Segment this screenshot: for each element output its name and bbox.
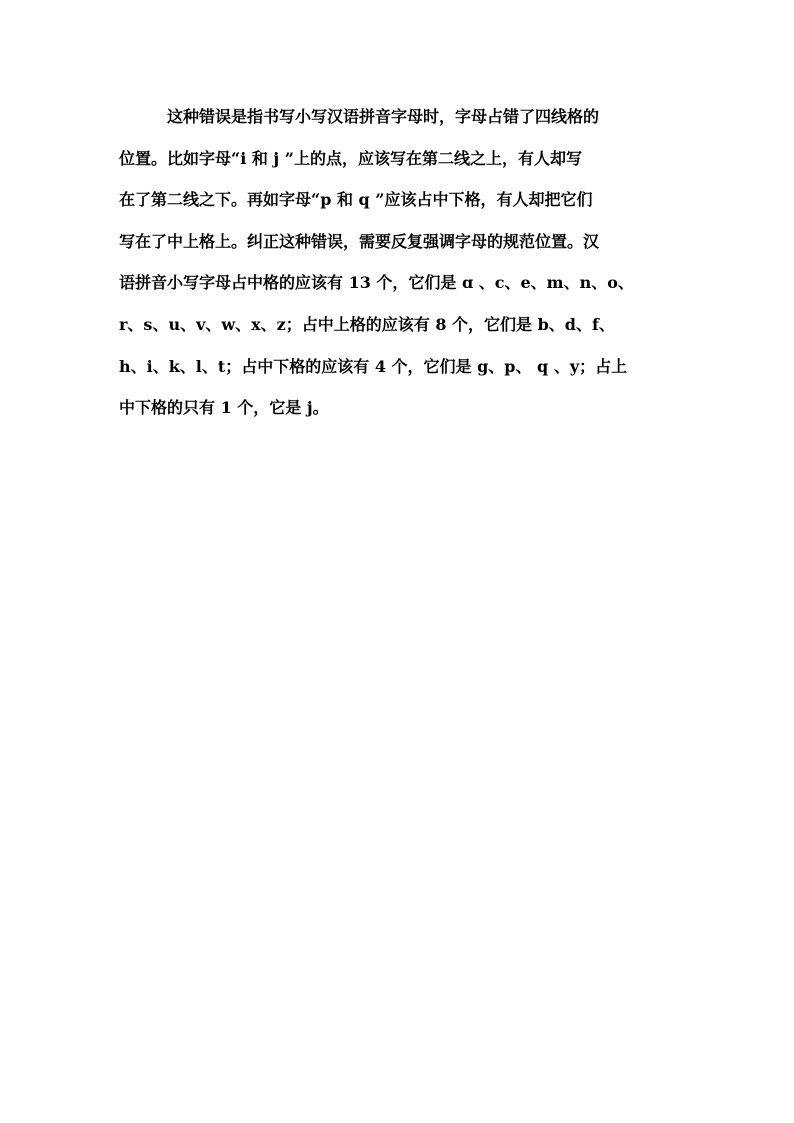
paragraph-line: 语拼音小写字母占中格的应该有 13 个，它们是 ɑ 、c、e、m、n、o、 <box>119 273 634 293</box>
paragraph-line: 写在了中上格上。纠正这种错误，需要反复强调字母的规范位置。汉 <box>119 231 600 251</box>
paragraph-line: 中下格的只有 1 个，它是 j。 <box>119 398 329 418</box>
paragraph-line: 这种错误是指书写小写汉语拼音字母时，字母占错了四线格的 <box>167 107 600 126</box>
paragraph <box>119 100 679 433</box>
paragraph-line: r、s、u、v、w、x、z；占中上格的应该有 8 个，它们是 b、d、f、 <box>119 314 615 334</box>
paragraph-line: 位置。比如字母“i 和 j ”上的点，应该写在第二线之上，有人却写 <box>119 148 582 168</box>
paragraph-line: 在了第二线之下。再如字母“p 和 q ”应该占中下格，有人却把它们 <box>119 190 593 210</box>
paragraph-line: h、i、k、l、t；占中下格的应该有 4 个，它们是 g、p、 q 、y；占上 <box>119 356 628 376</box>
